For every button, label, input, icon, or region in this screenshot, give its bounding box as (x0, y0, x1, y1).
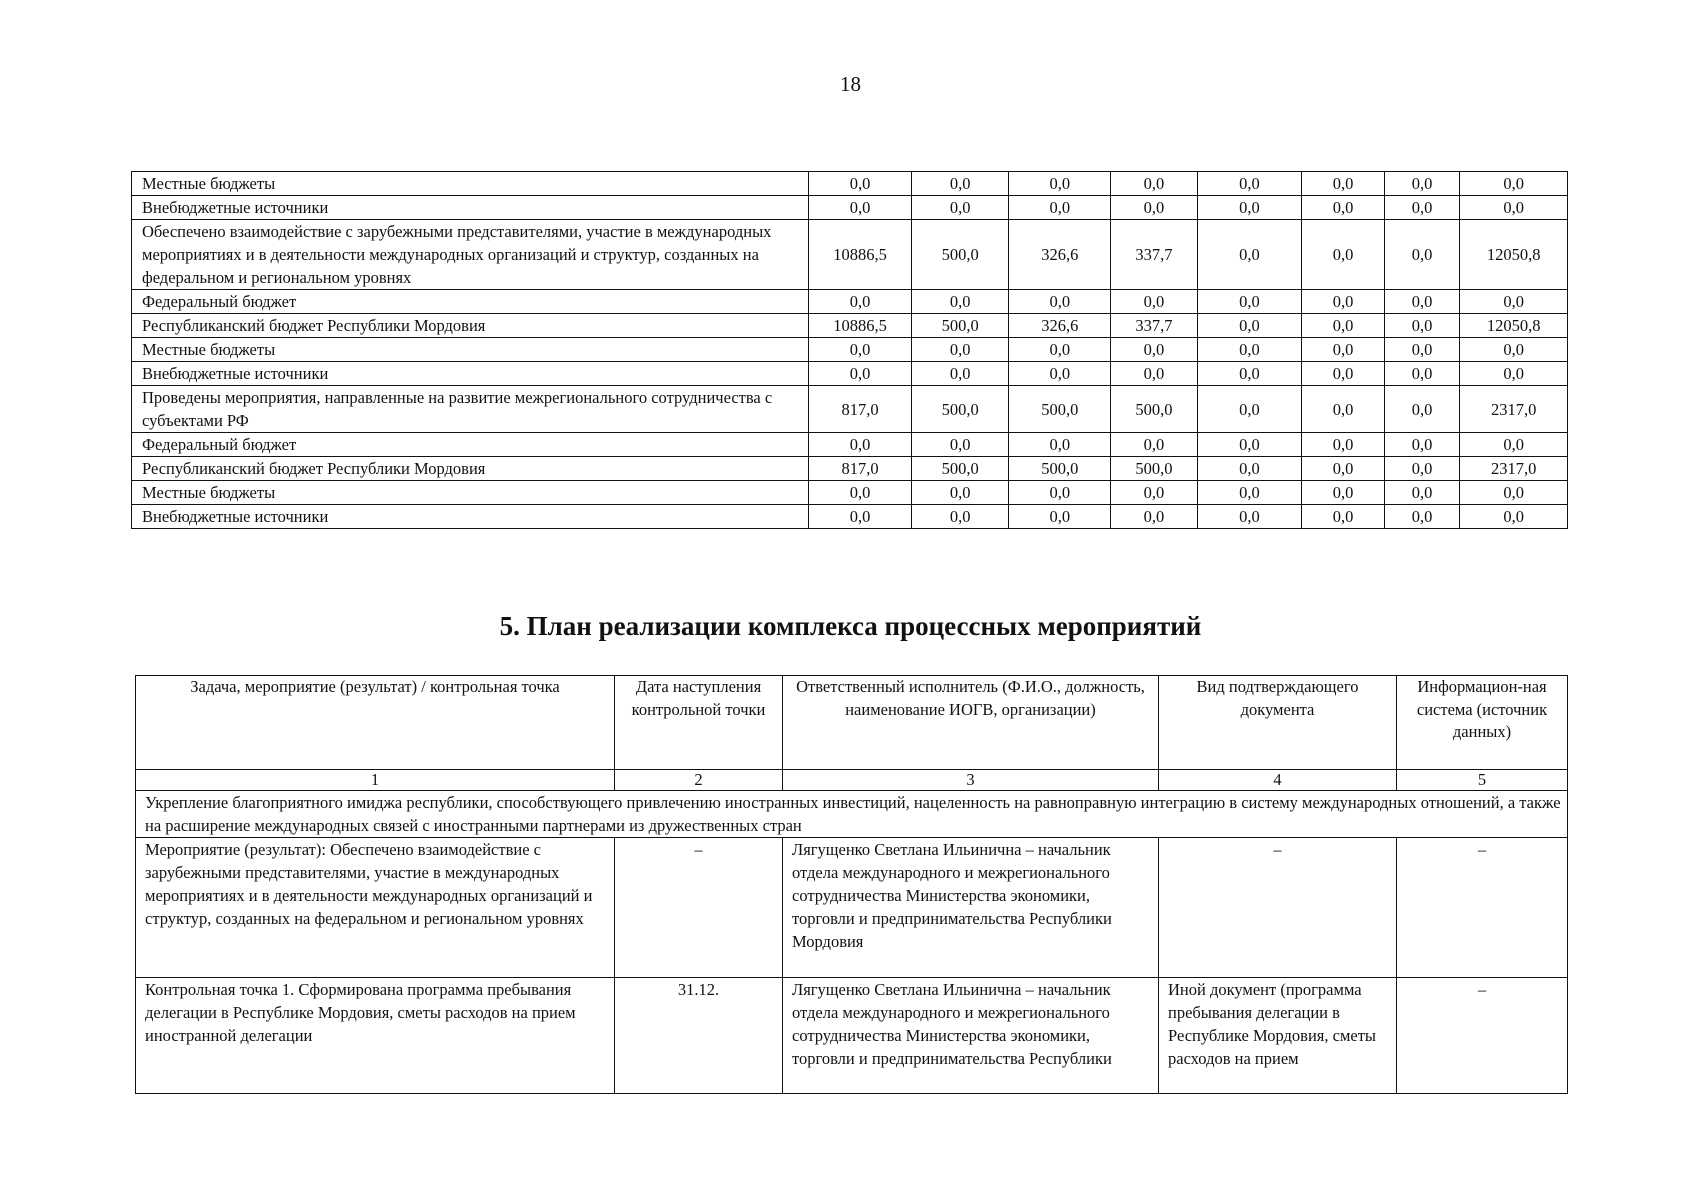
finance-row-label: Федеральный бюджет (132, 433, 809, 457)
finance-value: 817,0 (809, 386, 912, 433)
finance-value: 337,7 (1111, 220, 1198, 290)
finance-value: 0,0 (1009, 172, 1111, 196)
finance-value: 2317,0 (1460, 457, 1568, 481)
finance-value: 0,0 (1460, 433, 1568, 457)
finance-value: 0,0 (809, 433, 912, 457)
header-date: Дата наступления контрольной точки (615, 676, 783, 770)
finance-value: 0,0 (911, 172, 1009, 196)
plan-table (135, 675, 1568, 1094)
finance-value: 0,0 (1302, 362, 1385, 386)
finance-value: 0,0 (1460, 290, 1568, 314)
finance-value: 0,0 (809, 505, 912, 529)
finance-value: 0,0 (1009, 481, 1111, 505)
finance-value: 817,0 (809, 457, 912, 481)
finance-value: 500,0 (1111, 386, 1198, 433)
finance-value: 0,0 (911, 505, 1009, 529)
plan-index-row (136, 770, 1568, 791)
finance-value: 0,0 (1384, 172, 1459, 196)
index-5: 5 (1397, 770, 1568, 791)
finance-table (131, 171, 1568, 529)
header-task: Задача, мероприятие (результат) / контрольная точка (136, 676, 615, 770)
finance-value: 0,0 (1460, 172, 1568, 196)
finance-value: 0,0 (1009, 290, 1111, 314)
finance-value: 0,0 (911, 362, 1009, 386)
finance-value: 500,0 (911, 386, 1009, 433)
finance-value: 0,0 (1111, 505, 1198, 529)
finance-row-label: Местные бюджеты (132, 172, 809, 196)
finance-value: 0,0 (1384, 362, 1459, 386)
finance-value: 0,0 (1460, 362, 1568, 386)
finance-row-label: Внебюджетные источники (132, 505, 809, 529)
finance-value: 326,6 (1009, 314, 1111, 338)
plan-row-responsible: Лягущенко Светлана Ильинична – начальник отдела международного и межрегионального сотрудничества Министерства экономики, торговли и предпринимательства Республики Мордовия (783, 838, 1159, 978)
finance-row-label: Местные бюджеты (132, 338, 809, 362)
finance-value: 0,0 (1197, 433, 1302, 457)
plan-row-date: 31.12. (615, 978, 783, 1094)
plan-row-system: – (1397, 978, 1568, 1094)
finance-value: 500,0 (1009, 386, 1111, 433)
finance-row-label: Проведены мероприятия, направленные на развитие межрегионального сотрудничества с субъектами РФ (132, 386, 809, 433)
finance-value: 0,0 (1302, 505, 1385, 529)
plan-row-task: Мероприятие (результат): Обеспечено взаимодействие с зарубежными представителями, участие в международных мероприятиях и в деятельности международных организаций и структур, созданных на федеральном и региональном уровнях (136, 838, 615, 978)
task-description: Укрепление благоприятного имиджа республики, способствующего привлечению иностранных инвестиций, нацеленность на равноправную интеграцию в систему международных отношений, а также на расширение международных связей с иностранными партнерами из дружественных стран (136, 791, 1568, 838)
finance-value: 0,0 (1302, 457, 1385, 481)
finance-value: 0,0 (1111, 338, 1198, 362)
finance-value: 500,0 (1111, 457, 1198, 481)
finance-value: 0,0 (1111, 290, 1198, 314)
finance-value: 0,0 (1302, 386, 1385, 433)
finance-value: 2317,0 (1460, 386, 1568, 433)
finance-value: 0,0 (1197, 172, 1302, 196)
finance-row (132, 290, 1568, 314)
header-responsible: Ответственный исполнитель (Ф.И.О., должность, наименование ИОГВ, организации) (783, 676, 1159, 770)
finance-row (132, 196, 1568, 220)
page-number: 18 (840, 72, 861, 96)
finance-value: 0,0 (911, 290, 1009, 314)
plan-row-date: – (615, 838, 783, 978)
finance-row-label: Местные бюджеты (132, 481, 809, 505)
section-title: 5. План реализации комплекса процессных мероприятий (499, 611, 1202, 641)
finance-value: 0,0 (1197, 290, 1302, 314)
finance-value: 0,0 (809, 481, 912, 505)
finance-value: 0,0 (1384, 314, 1459, 338)
finance-row (132, 220, 1568, 290)
finance-value: 0,0 (1197, 196, 1302, 220)
finance-value: 0,0 (809, 172, 912, 196)
finance-value: 0,0 (1009, 433, 1111, 457)
finance-value: 0,0 (1302, 290, 1385, 314)
plan-task-row (136, 791, 1568, 838)
finance-value: 0,0 (911, 196, 1009, 220)
finance-row-label: Внебюджетные источники (132, 196, 809, 220)
finance-value: 0,0 (1009, 362, 1111, 386)
finance-value: 0,0 (1111, 481, 1198, 505)
finance-value: 0,0 (911, 338, 1009, 362)
finance-value: 0,0 (1384, 220, 1459, 290)
finance-value: 500,0 (1009, 457, 1111, 481)
finance-value: 10886,5 (809, 220, 912, 290)
finance-value: 0,0 (1302, 314, 1385, 338)
plan-row-system: – (1397, 838, 1568, 978)
finance-row (132, 505, 1568, 529)
finance-value: 0,0 (1302, 220, 1385, 290)
finance-value: 0,0 (1197, 220, 1302, 290)
finance-row-label: Республиканский бюджет Республики Мордовия (132, 457, 809, 481)
finance-row (132, 314, 1568, 338)
header-system: Информацион-ная система (источник данных) (1397, 676, 1568, 770)
finance-value: 0,0 (1111, 433, 1198, 457)
finance-value: 0,0 (1384, 505, 1459, 529)
finance-value: 0,0 (1302, 196, 1385, 220)
finance-value: 500,0 (911, 220, 1009, 290)
finance-row-label: Внебюджетные источники (132, 362, 809, 386)
finance-value: 12050,8 (1460, 314, 1568, 338)
finance-value: 0,0 (1460, 338, 1568, 362)
finance-value: 500,0 (911, 314, 1009, 338)
finance-value: 0,0 (1384, 433, 1459, 457)
plan-row (136, 978, 1568, 1094)
finance-row (132, 433, 1568, 457)
finance-row (132, 338, 1568, 362)
index-2: 2 (615, 770, 783, 791)
finance-value: 0,0 (1111, 172, 1198, 196)
finance-value: 0,0 (911, 433, 1009, 457)
finance-value: 0,0 (1111, 362, 1198, 386)
finance-value: 0,0 (1384, 481, 1459, 505)
finance-value: 0,0 (911, 481, 1009, 505)
finance-row (132, 481, 1568, 505)
finance-row (132, 386, 1568, 433)
finance-value: 0,0 (1302, 433, 1385, 457)
finance-value: 0,0 (1197, 338, 1302, 362)
finance-value: 0,0 (1111, 196, 1198, 220)
finance-row-label: Федеральный бюджет (132, 290, 809, 314)
plan-row-document: Иной документ (программа пребывания делегации в Республике Мордовия, сметы расходов на прием (1159, 978, 1397, 1094)
finance-row (132, 362, 1568, 386)
finance-value: 0,0 (1460, 196, 1568, 220)
plan-row-document: – (1159, 838, 1397, 978)
finance-row (132, 457, 1568, 481)
finance-value: 0,0 (1384, 338, 1459, 362)
finance-value: 0,0 (809, 362, 912, 386)
finance-value: 500,0 (911, 457, 1009, 481)
finance-row-label: Обеспечено взаимодействие с зарубежными представителями, участие в международных мероприятиях и в деятельности международных организаций и структур, созданных на федеральном и региональном уровнях (132, 220, 809, 290)
finance-row (132, 172, 1568, 196)
finance-value: 0,0 (1302, 172, 1385, 196)
finance-value: 0,0 (1302, 338, 1385, 362)
finance-value: 0,0 (1197, 362, 1302, 386)
finance-value: 10886,5 (809, 314, 912, 338)
finance-value: 0,0 (1197, 457, 1302, 481)
index-4: 4 (1159, 770, 1397, 791)
finance-value: 0,0 (1384, 196, 1459, 220)
finance-value: 337,7 (1111, 314, 1198, 338)
plan-header-row (136, 676, 1568, 770)
finance-value: 0,0 (1384, 457, 1459, 481)
finance-value: 0,0 (1197, 481, 1302, 505)
plan-row-task: Контрольная точка 1. Сформирована программа пребывания делегации в Республике Мордовия, сметы расходов на прием иностранной делегации (136, 978, 615, 1094)
finance-value: 0,0 (1384, 386, 1459, 433)
finance-value: 12050,8 (1460, 220, 1568, 290)
finance-value: 0,0 (1302, 481, 1385, 505)
finance-value: 0,0 (1460, 481, 1568, 505)
finance-value: 0,0 (1197, 505, 1302, 529)
plan-row-responsible: Лягущенко Светлана Ильинична – начальник отдела международного и межрегионального сотрудничества Министерства экономики, торговли и предпринимательства Республики (783, 978, 1159, 1094)
finance-value: 0,0 (809, 196, 912, 220)
finance-value: 0,0 (1197, 386, 1302, 433)
finance-value: 0,0 (1197, 314, 1302, 338)
index-1: 1 (136, 770, 615, 791)
header-document: Вид подтверждающего документа (1159, 676, 1397, 770)
finance-value: 0,0 (1009, 196, 1111, 220)
finance-value: 0,0 (1009, 505, 1111, 529)
finance-value: 0,0 (1384, 290, 1459, 314)
index-3: 3 (783, 770, 1159, 791)
finance-value: 0,0 (809, 338, 912, 362)
finance-value: 0,0 (809, 290, 912, 314)
finance-value: 0,0 (1460, 505, 1568, 529)
plan-row (136, 838, 1568, 978)
finance-row-label: Республиканский бюджет Республики Мордовия (132, 314, 809, 338)
finance-value: 0,0 (1009, 338, 1111, 362)
finance-value: 326,6 (1009, 220, 1111, 290)
